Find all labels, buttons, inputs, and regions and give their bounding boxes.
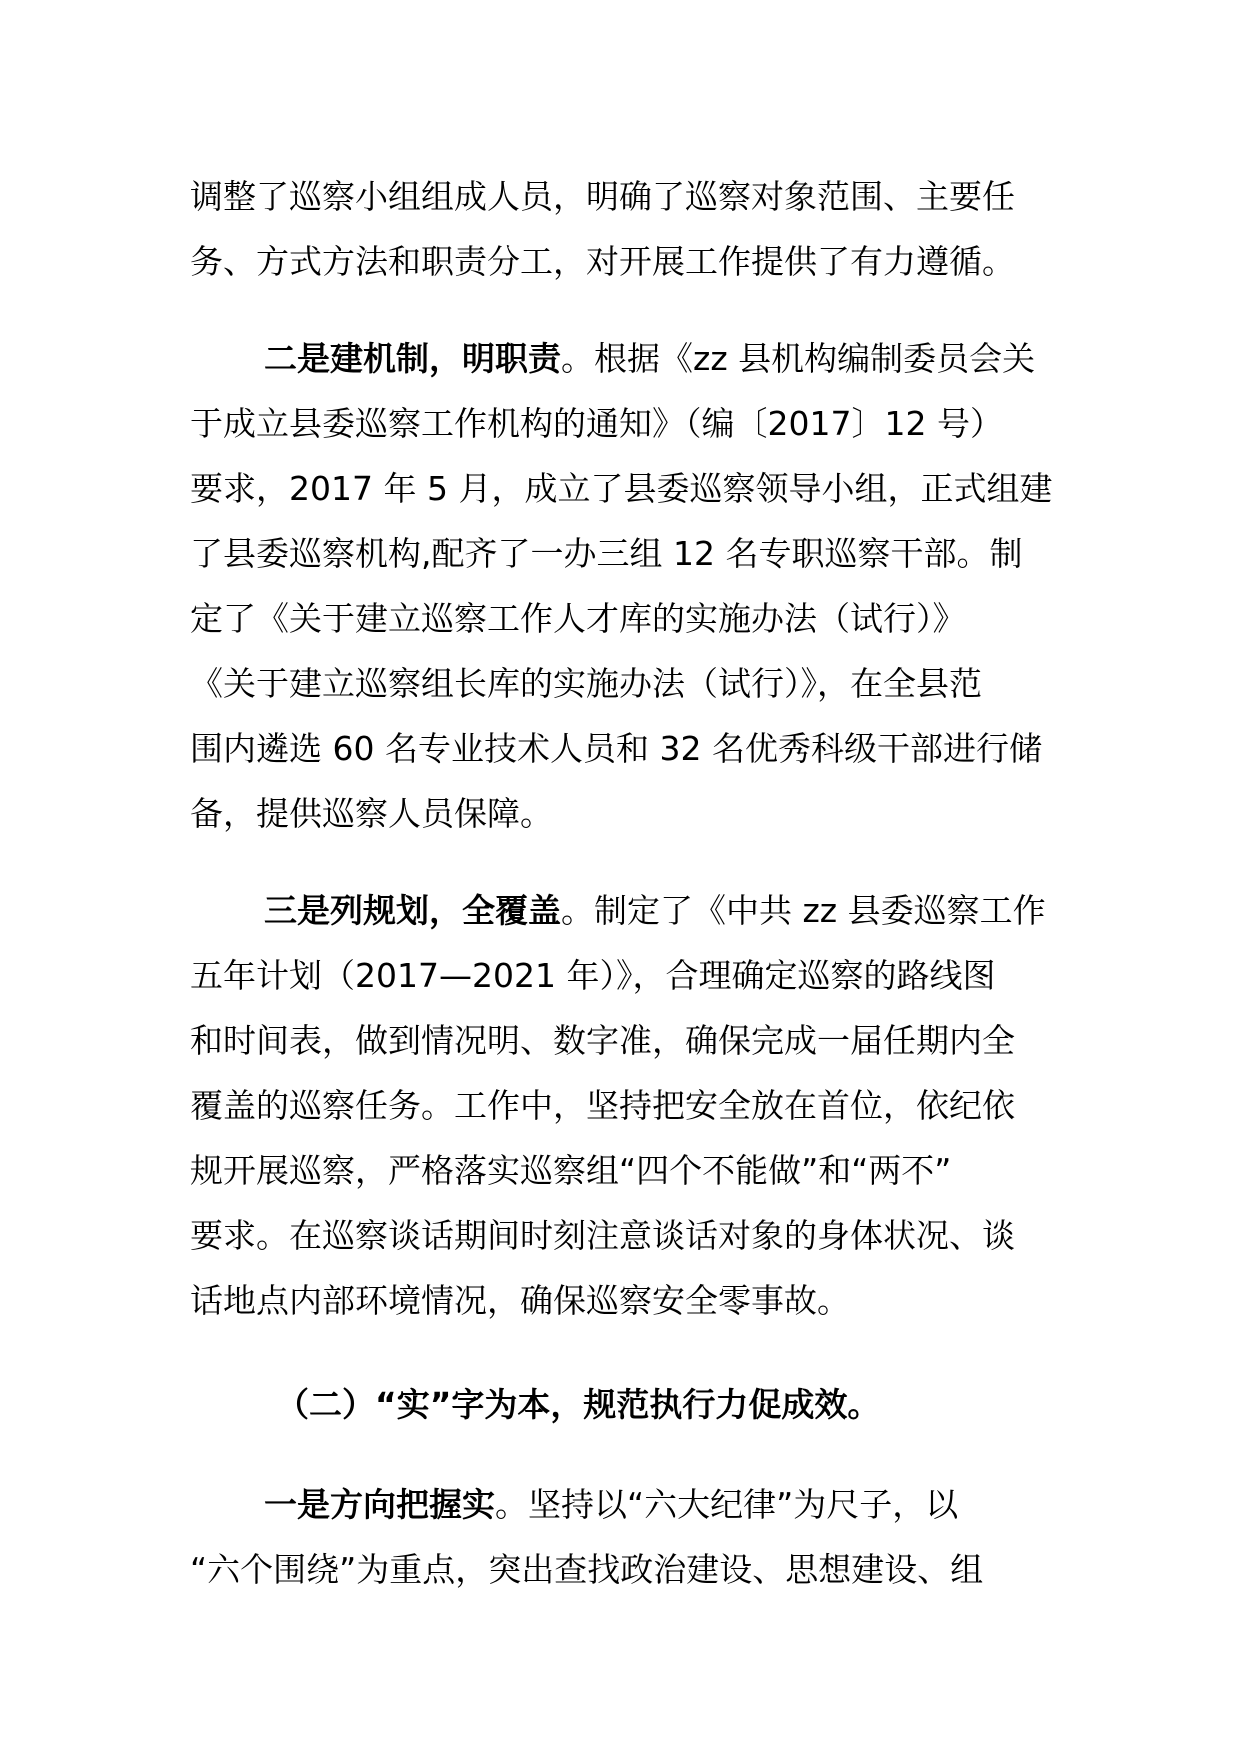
paragraph-first-line xyxy=(190,878,1070,943)
text-line: 定了《关于建立巡察工作人才库的实施办法（试行）》 xyxy=(190,599,966,638)
paragraph-lead-heading: 一是方向把握实 xyxy=(264,1485,495,1524)
section-heading xyxy=(190,1372,1070,1437)
paragraph-first-line xyxy=(190,1472,1070,1537)
paragraph-lead-heading: 三是列规划，全覆盖 xyxy=(264,891,561,930)
text-line: “六个围绕”为重点，突出查找政治建设、思想建设、组 xyxy=(190,1550,984,1589)
paragraph-2 xyxy=(190,326,1070,846)
text-line: 要求。在巡察谈话期间时刻注意谈话对象的身体状况、谈 xyxy=(190,1216,1015,1255)
text-line: 围内遴选 60 名专业技术人员和 32 名优秀科级干部进行储 xyxy=(190,729,1042,768)
paragraph-lead-text: 。制定了《中共 zz 县委巡察工作 xyxy=(561,891,1046,930)
text-line: 覆盖的巡察任务。工作中，坚持把安全放在首位，依纪依 xyxy=(190,1086,1015,1125)
text-line: 了县委巡察机构,配齐了一办三组 12 名专职巡察干部。制 xyxy=(190,534,1023,573)
text-line: 务、方式方法和职责分工，对开展工作提供了有力遵循。 xyxy=(190,242,1015,281)
text-line: 调整了巡察小组组成人员，明确了巡察对象范围、主要任 xyxy=(190,177,1015,216)
text-line: 五年计划（2017—2021 年）》，合理确定巡察的路线图 xyxy=(190,956,996,995)
paragraph-1 xyxy=(190,164,1070,294)
text-line: 和时间表，做到情况明、数字准，确保完成一届任期内全 xyxy=(190,1021,1015,1060)
paragraph-3 xyxy=(190,878,1070,1333)
text-line: 话地点内部环境情况，确保巡察安全零事故。 xyxy=(190,1281,850,1320)
paragraph-lead-text: 。根据《zz 县机构编制委员会关 xyxy=(561,339,1036,378)
text-line: 规开展巡察，严格落实巡察组“四个不能做”和“两不” xyxy=(190,1151,952,1190)
paragraph-lead-heading: 二是建机制，明职责 xyxy=(264,339,561,378)
section-heading-text: （二）“实”字为本，规范执行力促成效。 xyxy=(276,1385,881,1424)
text-line: 备，提供巡察人员保障。 xyxy=(190,794,553,833)
paragraph-first-line xyxy=(190,326,1070,391)
text-line: 要求，2017 年 5 月，成立了县委巡察领导小组，正式组建 xyxy=(190,469,1053,508)
text-line: 于成立县委巡察工作机构的通知》（编〔2017〕12 号） xyxy=(190,404,1003,443)
text-line: 《关于建立巡察组长库的实施办法（试行）》，在全县范 xyxy=(190,664,982,703)
paragraph-4 xyxy=(190,1472,1070,1602)
paragraph-lead-text: 。坚持以“六大纪律”为尺子，以 xyxy=(495,1485,959,1524)
